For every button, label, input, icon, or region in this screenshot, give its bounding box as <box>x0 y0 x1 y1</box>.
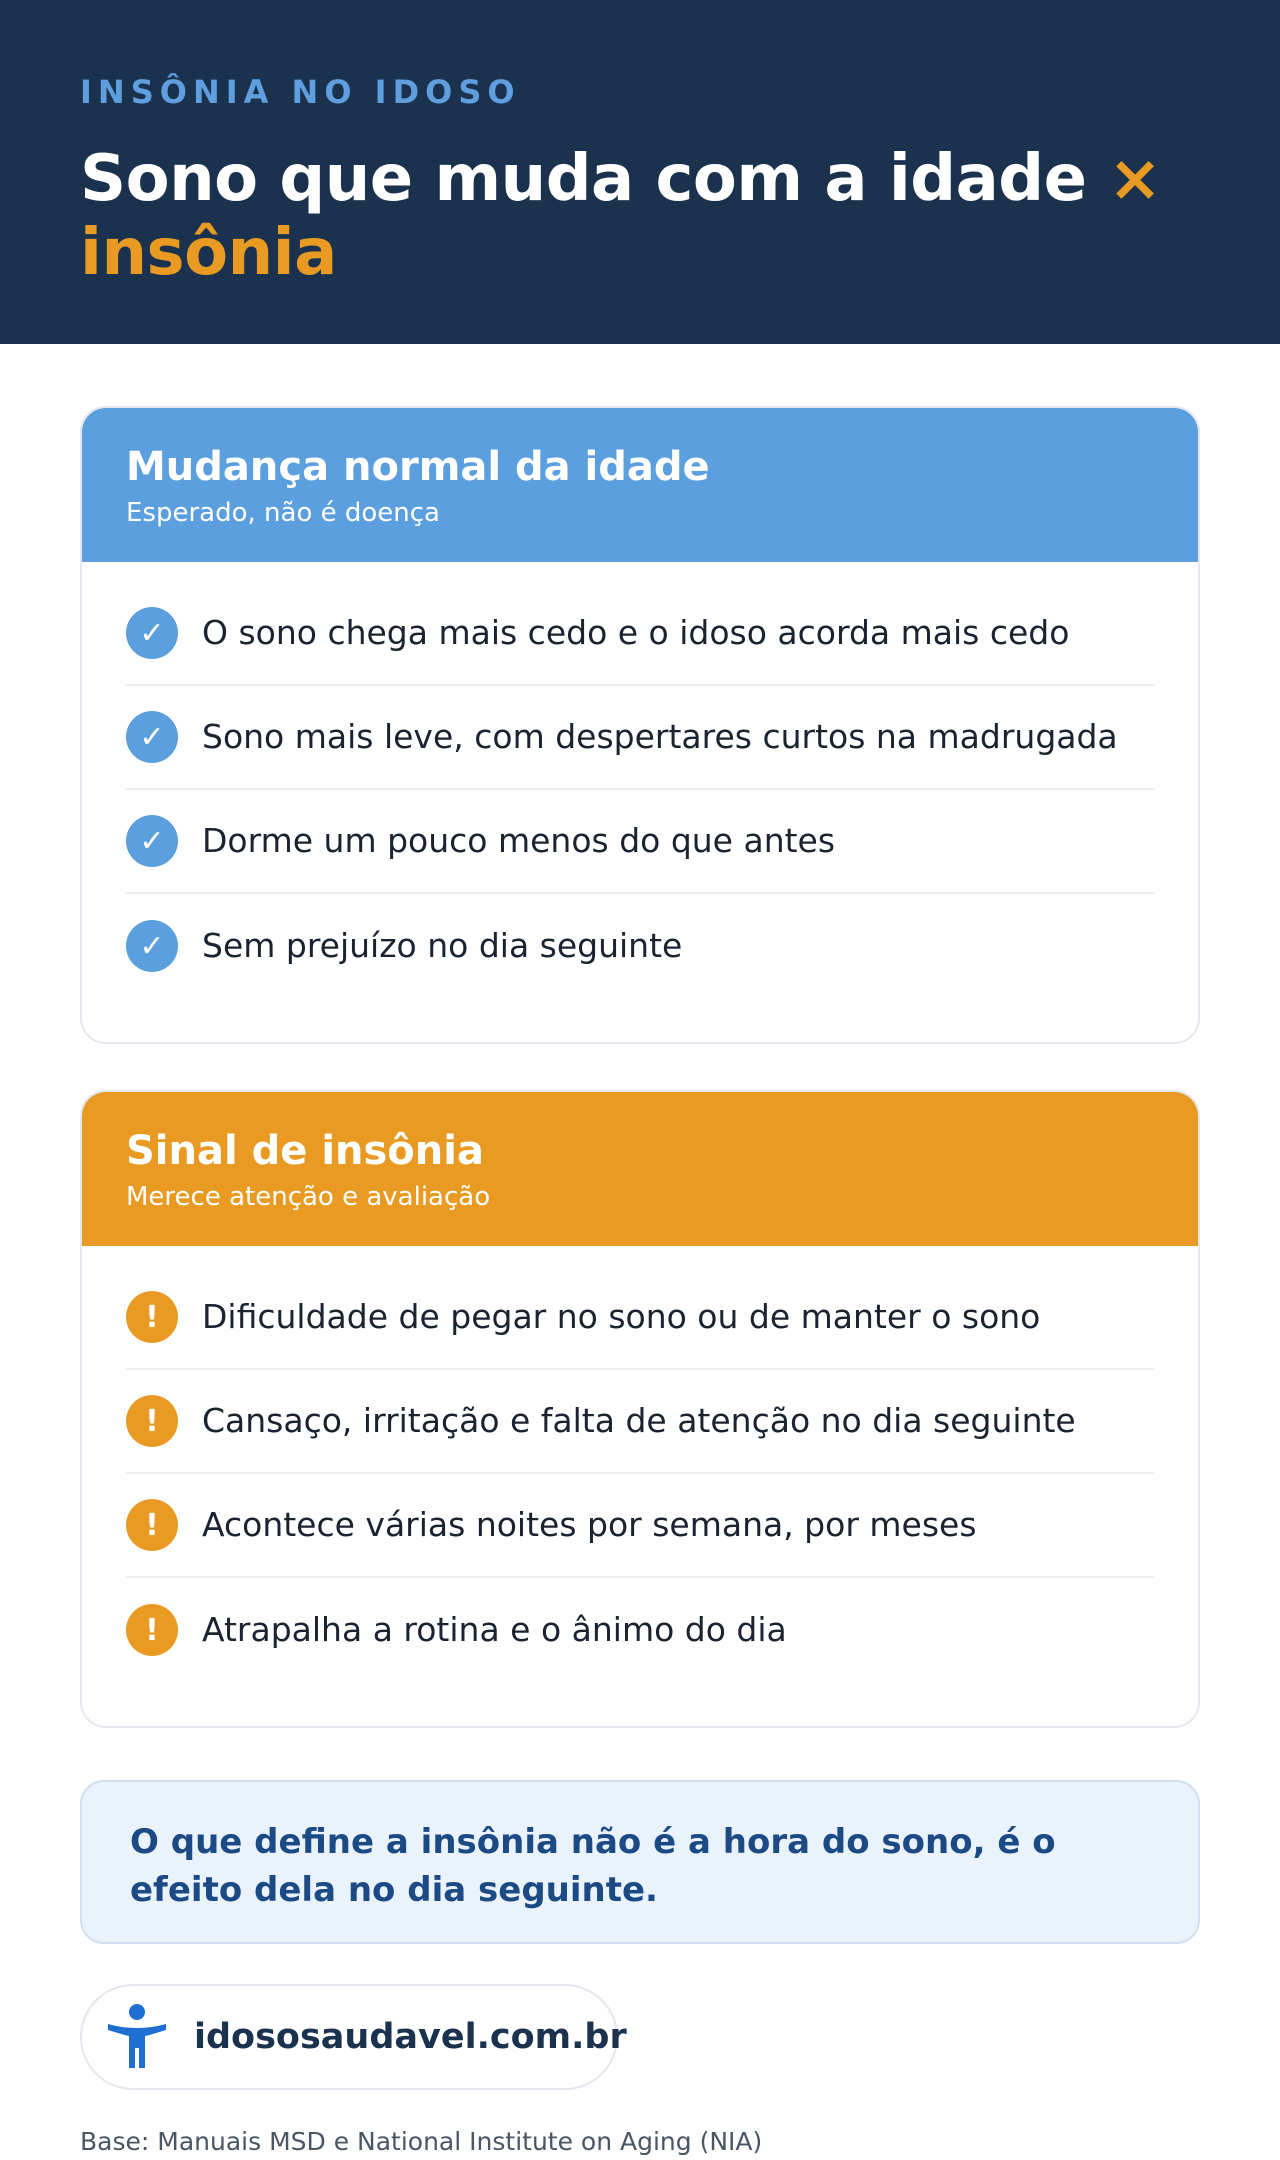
list-item-text: Dorme um pouco menos do que antes <box>202 821 836 860</box>
list-item <box>126 1474 1154 1578</box>
times-symbol: × <box>1108 142 1162 216</box>
list-item-text: O sono chega mais cedo e o idoso acorda mais cedo <box>202 613 1070 652</box>
check-icon: ✓ <box>126 920 178 972</box>
list-item-text: Sono mais leve, com despertares curtos na madrugada <box>202 717 1118 756</box>
title-main: Sono que muda com a idade <box>80 142 1087 216</box>
insomnia-sign-subtitle: Merece atenção e avaliação <box>126 1182 491 1212</box>
exclamation-icon: ! <box>126 1499 178 1551</box>
list-item <box>126 686 1154 790</box>
list-item-text: Sem prejuízo no dia seguinte <box>202 926 683 965</box>
source-note: Base: Manuais MSD e National Institute on Aging (NIA) <box>80 2127 763 2156</box>
normal-aging-card <box>80 406 1200 1044</box>
insomnia-sign-card-header <box>82 1092 1198 1246</box>
normal-aging-subtitle: Esperado, não é doença <box>126 498 440 528</box>
list-item-text: Acontece várias noites por semana, por meses <box>202 1505 977 1544</box>
key-takeaway-callout: O que define a insônia não é a hora do sono, é o efeito dela no dia seguinte. <box>80 1780 1200 1944</box>
list-item-text: Cansaço, irritação e falta de atenção no dia seguinte <box>202 1401 1076 1440</box>
check-icon: ✓ <box>126 815 178 867</box>
page-title <box>80 142 1200 290</box>
check-icon: ✓ <box>126 607 178 659</box>
list-item <box>126 894 1154 998</box>
page-header <box>0 0 1280 344</box>
list-item <box>126 1266 1154 1370</box>
list-item <box>126 1370 1154 1474</box>
exclamation-icon: ! <box>126 1291 178 1343</box>
insomnia-sign-title: Sinal de insônia <box>126 1128 484 1174</box>
exclamation-icon: ! <box>126 1604 178 1656</box>
exclamation-icon: ! <box>126 1395 178 1447</box>
header-eyebrow: INSÔNIA NO IDOSO <box>80 73 521 111</box>
list-item <box>126 582 1154 686</box>
brand-badge[interactable] <box>80 1984 627 2090</box>
list-item <box>126 1578 1154 1682</box>
title-accent: insônia <box>80 216 337 290</box>
normal-aging-title: Mudança normal da idade <box>126 444 710 490</box>
list-item-text: Dificuldade de pegar no sono ou de manter o sono <box>202 1297 1041 1336</box>
check-icon: ✓ <box>126 711 178 763</box>
list-item-text: Atrapalha a rotina e o ânimo do dia <box>202 1610 787 1649</box>
list-item <box>126 790 1154 894</box>
insomnia-sign-card <box>80 1090 1200 1728</box>
brand-site-name: idososaudavel.com.br <box>194 2017 627 2057</box>
person-icon <box>104 2002 170 2072</box>
normal-aging-card-header <box>82 408 1198 562</box>
normal-aging-list <box>82 562 1198 1022</box>
insomnia-sign-list <box>82 1246 1198 1706</box>
